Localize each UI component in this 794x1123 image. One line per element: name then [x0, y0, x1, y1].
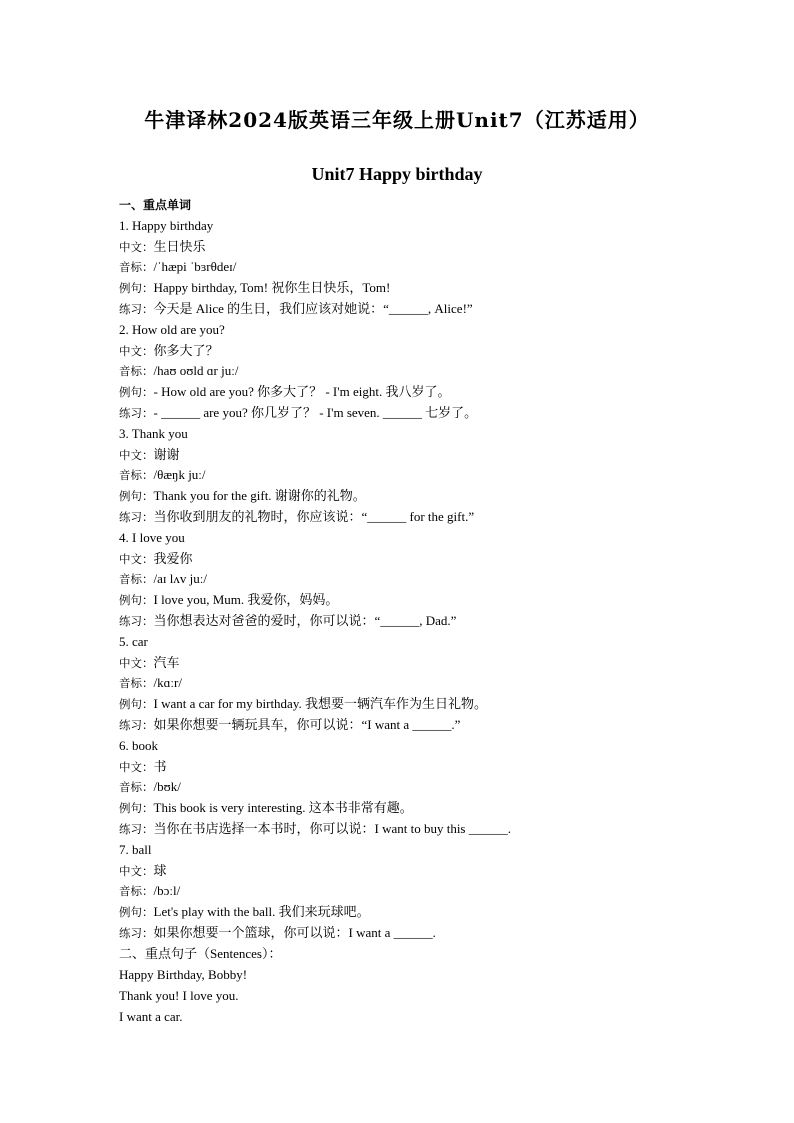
word-example [119, 590, 759, 611]
vocabulary-entry [119, 632, 759, 736]
word-phonetic-text: /aɪ lʌv juː/ [153, 571, 207, 587]
word-meaning [119, 653, 759, 674]
document-body [119, 195, 759, 1027]
word-practice-label: 练习： [119, 405, 154, 420]
word-meaning [119, 757, 759, 778]
vocabulary-entry [119, 840, 759, 944]
word-meaning-text: 我爱你 [153, 550, 193, 566]
word-meaning-label: 中文： [119, 759, 154, 774]
word-example [119, 798, 759, 819]
word-meaning-label: 中文： [119, 447, 154, 462]
word-example-label: 例句： [119, 385, 154, 400]
word-example-label: 例句： [119, 801, 154, 816]
word-practice [119, 611, 759, 632]
word-phonetic-text: /θæŋk juː/ [153, 467, 206, 483]
word-term-text: 3. Thank you [119, 425, 188, 441]
word-example-text: I love you, Mum. 我爱你，妈妈。 [153, 592, 339, 608]
word-phonetic-label: 音标： [119, 364, 154, 379]
word-practice-label: 练习： [119, 509, 154, 524]
vocabulary-entry [119, 216, 759, 320]
word-example-label: 例句： [119, 489, 154, 504]
word-example-label: 例句： [119, 697, 154, 712]
word-phonetic-text: /bʊk/ [153, 779, 181, 795]
section-heading-sentences: 二、重点句子（Sentences）： [119, 945, 282, 961]
word-practice-text: - ______ are you? 你几岁了？ - I'm seven. ______ 七岁了。 [153, 404, 478, 420]
word-meaning-label: 中文： [119, 551, 154, 566]
vocabulary-entry [119, 528, 759, 632]
vocabulary-list [119, 216, 759, 944]
word-example-text: - How old are you? 你多大了？ - I'm eight. 我八岁了。 [153, 384, 451, 400]
word-meaning-text: 你多大了？ [153, 342, 219, 358]
word-practice-text: 当你在书店选择一本书时，你可以说：I want to buy this ______. [153, 820, 511, 836]
word-meaning-label: 中文： [119, 655, 154, 670]
word-example [119, 902, 759, 923]
word-example-label: 例句： [119, 281, 154, 296]
word-term [119, 632, 759, 653]
word-practice-text: 当你想表达对爸爸的爱时，你可以说：“______, Dad.” [153, 612, 457, 628]
word-term [119, 528, 759, 549]
word-example-label: 例句： [119, 593, 154, 608]
word-meaning-text: 书 [153, 758, 167, 774]
word-term [119, 320, 759, 341]
word-term-text: 6. book [119, 737, 158, 753]
key-sentence: Happy Birthday, Bobby! [119, 967, 248, 983]
word-practice [119, 299, 759, 320]
word-practice-label: 练习： [119, 613, 154, 628]
word-phonetic-text: /haʊ oʊld ɑr juː/ [153, 363, 239, 379]
word-practice-text: 当你收到朋友的礼物时，你应该说：“______ for the gift.” [153, 508, 475, 524]
word-meaning-label: 中文： [119, 343, 154, 358]
word-phonetic-label: 音标： [119, 780, 154, 795]
word-phonetic [119, 673, 759, 694]
word-phonetic-label: 音标： [119, 676, 154, 691]
word-phonetic [119, 777, 759, 798]
word-term-text: 4. I love you [119, 529, 185, 545]
word-meaning [119, 341, 759, 362]
word-term [119, 216, 759, 237]
word-practice-text: 如果你想要一个篮球，你可以说：I want a ______. [153, 924, 436, 940]
word-phonetic-label: 音标： [119, 884, 154, 899]
word-meaning [119, 861, 759, 882]
word-example [119, 278, 759, 299]
word-meaning-text: 谢谢 [153, 446, 180, 462]
key-sentence: I want a car. [119, 1009, 183, 1025]
vocabulary-entry [119, 320, 759, 424]
word-practice [119, 819, 759, 840]
word-practice-label: 练习： [119, 717, 154, 732]
word-practice-text: 如果你想要一辆玩具车，你可以说：“I want a ______.” [153, 716, 461, 732]
word-term [119, 840, 759, 861]
word-example-label: 例句： [119, 905, 154, 920]
word-example-text: This book is very interesting. 这本书非常有趣。 [153, 800, 413, 816]
word-phonetic-label: 音标： [119, 260, 154, 275]
word-practice [119, 507, 759, 528]
word-practice-text: 今天是 Alice 的生日，我们应该对她说：“______, Alice!” [153, 300, 473, 316]
word-phonetic-text: /bɔːl/ [153, 883, 181, 899]
word-phonetic-text: /ˈhæpi ˈbɜrθdeɪ/ [153, 259, 237, 275]
section-heading-vocabulary: 一、重点单词 [119, 198, 192, 212]
word-meaning-label: 中文： [119, 239, 154, 254]
word-example [119, 486, 759, 507]
word-meaning [119, 445, 759, 466]
unit-title: Unit7 Happy birthday [311, 164, 483, 184]
word-term-text: 1. Happy birthday [119, 217, 214, 233]
word-meaning [119, 237, 759, 258]
word-example-text: Thank you for the gift. 谢谢你的礼物。 [153, 488, 366, 504]
word-example [119, 382, 759, 403]
word-phonetic [119, 465, 759, 486]
word-term-text: 7. ball [119, 841, 152, 857]
word-practice [119, 715, 759, 736]
document-title: 牛津译林2024版英语三年级上册Unit7（江苏适用） [144, 108, 650, 132]
word-practice-label: 练习： [119, 301, 154, 316]
word-example-text: Happy birthday, Tom! 祝你生日快乐，Tom! [153, 280, 391, 296]
word-meaning-label: 中文： [119, 863, 154, 878]
key-sentence: Thank you! I love you. [119, 988, 239, 1004]
word-phonetic-text: /kɑːr/ [153, 675, 182, 691]
vocabulary-entry [119, 736, 759, 840]
word-phonetic [119, 569, 759, 590]
word-phonetic [119, 361, 759, 382]
word-meaning-text: 球 [153, 862, 167, 878]
word-practice [119, 403, 759, 424]
word-example-text: I want a car for my birthday. 我想要一辆汽车作为生日礼物。 [153, 696, 487, 712]
word-example-text: Let's play with the ball. 我们来玩球吧。 [153, 904, 370, 920]
word-term [119, 736, 759, 757]
word-phonetic-label: 音标： [119, 572, 154, 587]
word-meaning-text: 生日快乐 [153, 238, 206, 254]
word-phonetic [119, 881, 759, 902]
word-example [119, 694, 759, 715]
word-practice-label: 练习： [119, 925, 154, 940]
word-term-text: 5. car [119, 633, 148, 649]
word-term [119, 424, 759, 445]
word-practice [119, 923, 759, 944]
word-term-text: 2. How old are you? [119, 321, 225, 337]
word-phonetic [119, 257, 759, 278]
word-meaning-text: 汽车 [153, 654, 180, 670]
word-phonetic-label: 音标： [119, 468, 154, 483]
word-meaning [119, 549, 759, 570]
word-practice-label: 练习： [119, 821, 154, 836]
vocabulary-entry [119, 424, 759, 528]
